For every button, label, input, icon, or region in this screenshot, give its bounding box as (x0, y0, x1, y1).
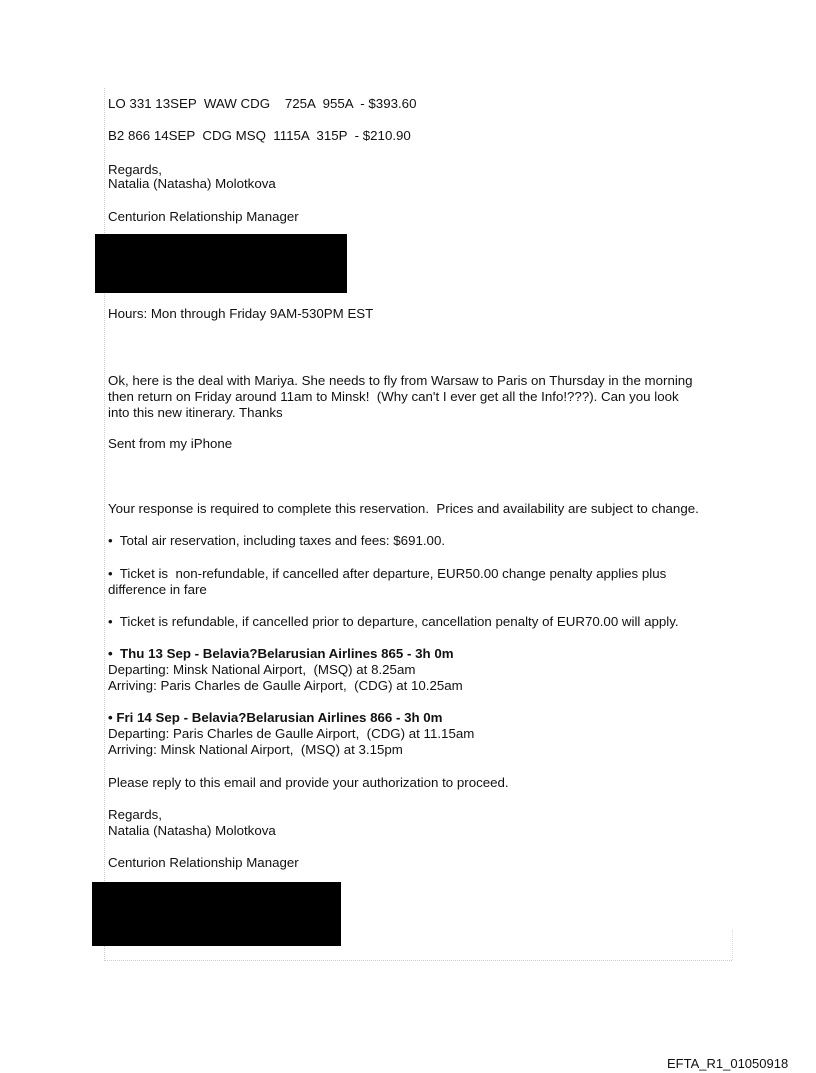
segment-header: • Thu 13 Sep - Belavia?Belarusian Airlines 865 - 3h 0m (108, 646, 454, 661)
reply-request: Please reply to this email and provide your authorization to proceed. (108, 775, 509, 790)
response-required: Your response is required to complete this reservation. Prices and availability are subject to change. (108, 501, 699, 516)
message-line: Ok, here is the deal with Mariya. She needs to fly from Warsaw to Paris on Thursday in the morning (108, 373, 693, 388)
bullet-total: • Total air reservation, including taxes and fees: $691.00. (108, 533, 446, 548)
redaction-box (95, 234, 347, 293)
segment-header: • Fri 14 Sep - Belavia?Belarusian Airlines 866 - 3h 0m (108, 710, 443, 725)
document-id: EFTA_R1_01050918 (667, 1056, 789, 1071)
sender-name: Natalia (Natasha) Molotkova (108, 823, 276, 838)
redaction-box (92, 882, 341, 946)
sender-name: Natalia (Natasha) Molotkova (108, 176, 276, 191)
left-border (104, 88, 105, 961)
regards: Regards, (108, 807, 162, 822)
sender-title: Centurion Relationship Manager (108, 209, 299, 224)
sender-title: Centurion Relationship Manager (108, 855, 299, 870)
segment-depart: Departing: Minsk National Airport, (MSQ) at 8.25am (108, 662, 416, 677)
segment-arrive: Arriving: Minsk National Airport, (MSQ) at 3.15pm (108, 742, 403, 757)
right-border (732, 930, 733, 960)
flight-quote-2: B2 866 14SEP CDG MSQ 1115A 315P - $210.90 (108, 128, 411, 143)
bullet-nonrefundable-cont: difference in fare (108, 582, 207, 597)
message-line: into this new itinerary. Thanks (108, 405, 283, 420)
regards: Regards, (108, 162, 162, 177)
message-line: then return on Friday around 11am to Minsk! (Why can't I ever get all the Info!???). Can you look (108, 389, 679, 404)
bottom-border (104, 960, 732, 961)
segment-arrive: Arriving: Paris Charles de Gaulle Airport, (CDG) at 10.25am (108, 678, 463, 693)
bullet-nonrefundable: • Ticket is non-refundable, if cancelled after departure, EUR50.00 change penalty applies plus (108, 566, 667, 581)
segment-depart: Departing: Paris Charles de Gaulle Airport, (CDG) at 11.15am (108, 726, 475, 741)
hours: Hours: Mon through Friday 9AM-530PM EST (108, 306, 374, 321)
sent-from: Sent from my iPhone (108, 436, 233, 451)
bullet-refundable: • Ticket is refundable, if cancelled prior to departure, cancellation penalty of EUR70.00 will apply. (108, 614, 679, 629)
flight-quote-1: LO 331 13SEP WAW CDG 725A 955A - $393.60 (108, 96, 417, 111)
